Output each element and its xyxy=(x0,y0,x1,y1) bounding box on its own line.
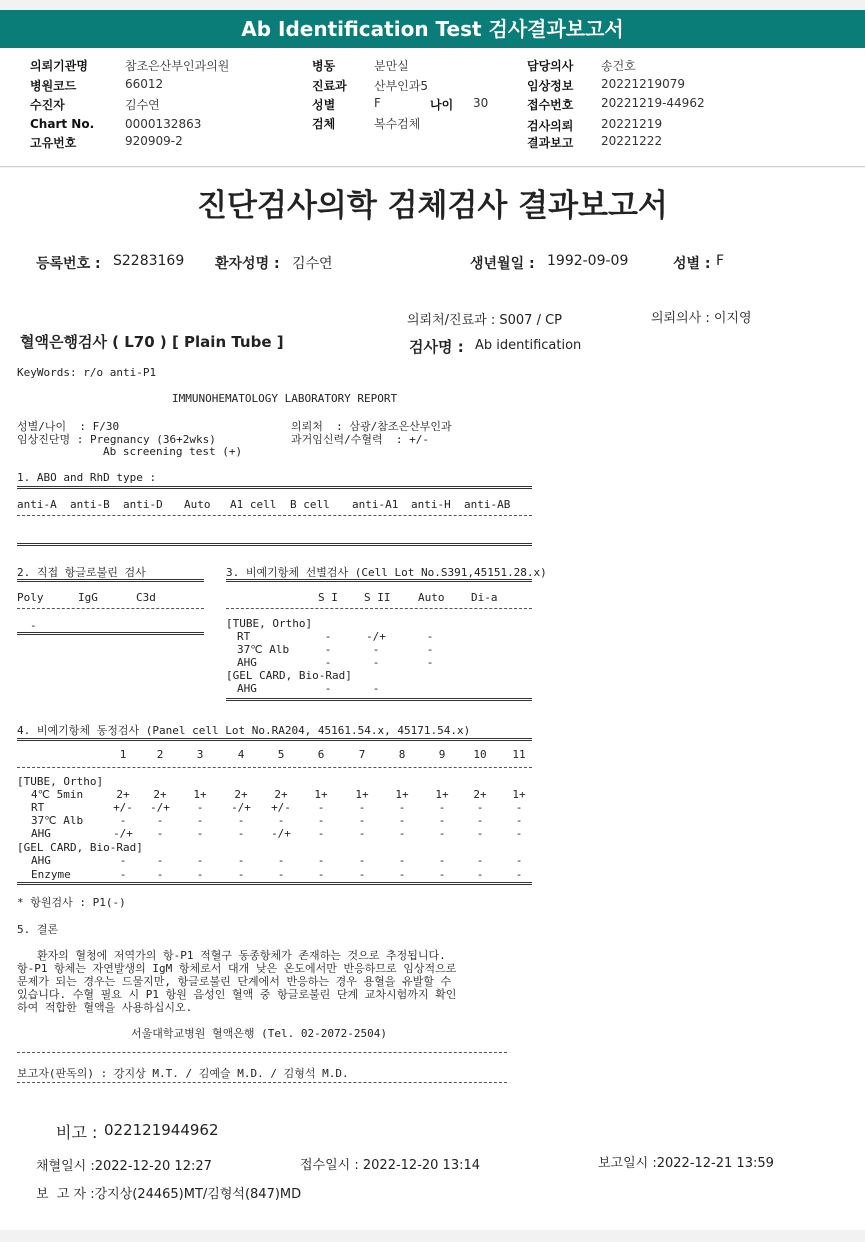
panel-header-cell: 3 xyxy=(196,748,204,761)
section-4-title: 4. 비예기항체 동정검사 (Panel cell Lot No.RA204, 45161.54.x, 45171.54.x) xyxy=(17,724,471,737)
dat-header: IgG xyxy=(78,591,98,604)
info-label: 성별 xyxy=(312,98,336,112)
panel-cell: - xyxy=(119,814,127,827)
report-time: 보고일시 :2022-12-21 13:59 xyxy=(598,1156,774,1171)
panel-cell: -/+ xyxy=(113,827,133,840)
panel-cell: - xyxy=(237,868,245,881)
panel-header-cell: 4 xyxy=(237,748,245,761)
panel-header-cell: 11 xyxy=(512,748,526,761)
collect-time: 채혈일시 :2022-12-20 12:27 xyxy=(36,1159,212,1174)
panel-cell: - xyxy=(317,827,325,840)
panel-cell: - xyxy=(476,868,484,881)
panel-cell: - xyxy=(277,814,285,827)
panel-cell: - xyxy=(156,827,164,840)
test-name-label: 검사명 : xyxy=(409,338,464,356)
lab-report-title: IMMUNOHEMATOLOGY LABORATORY REPORT xyxy=(172,392,398,405)
test-group: 혈액은행검사 ( L70 ) [ Plain Tube ] xyxy=(20,333,284,351)
panel-cell: - xyxy=(398,868,406,881)
info-label: 병원코드 xyxy=(30,79,77,93)
screen-row-label: RT xyxy=(237,630,251,643)
panel-cell: 2+ xyxy=(116,788,130,801)
abo-header: anti-B xyxy=(70,498,110,511)
test-name-value: Ab identification xyxy=(475,338,582,353)
info-value: F xyxy=(374,96,381,110)
info-value: 66012 xyxy=(125,77,164,91)
screen-header: S I xyxy=(318,591,338,604)
panel-row-label: 37℃ Alb xyxy=(31,814,84,827)
panel-cell: - xyxy=(237,854,245,867)
abo-header: A1 cell xyxy=(230,498,277,511)
panel-cell: - xyxy=(438,814,446,827)
panel-cell: - xyxy=(237,827,245,840)
reg-label: 등록번호 : xyxy=(36,256,101,272)
info-value: 김수연 xyxy=(125,98,160,112)
doctor-text: 의뢰의사 : 이지영 xyxy=(651,311,752,326)
abo-header: anti-A xyxy=(17,498,57,511)
remark-label: 비고 : xyxy=(56,1123,98,1142)
panel-cell: 2+ xyxy=(274,788,288,801)
patient-info-panel xyxy=(0,48,865,167)
panel-tube-label: [TUBE, Ortho] xyxy=(17,775,104,788)
info-label: 병동 xyxy=(312,59,336,73)
panel-cell: - xyxy=(398,814,406,827)
panel-header-cell: 8 xyxy=(398,748,406,761)
section-5-title: 5. 결론 xyxy=(17,923,59,936)
abo-header: anti-H xyxy=(411,498,451,511)
panel-header-cell: 2 xyxy=(156,748,164,761)
panel-cell: - xyxy=(438,854,446,867)
panel-cell: -/+ xyxy=(231,801,251,814)
panel-cell: - xyxy=(196,868,204,881)
info-label: 결과보고 xyxy=(527,136,574,150)
receive-time: 접수일시 : 2022-12-20 13:14 xyxy=(300,1158,481,1173)
panel-cell: 1+ xyxy=(314,788,328,801)
abo-header: anti-D xyxy=(123,498,163,511)
screen-cell: - xyxy=(426,630,434,643)
info-label: 담당의사 xyxy=(527,59,574,73)
screen-cell: - xyxy=(324,630,332,643)
panel-cell: - xyxy=(476,827,484,840)
footer-reporter: 보 고 자 :강지상(24465)MT/김형석(847)MD xyxy=(36,1187,302,1202)
panel-cell: - xyxy=(476,854,484,867)
panel-header-cell: 10 xyxy=(473,748,487,761)
dob-label: 생년월일 : xyxy=(470,256,535,272)
panel-cell: - xyxy=(515,827,523,840)
name-label: 환자성명 : xyxy=(215,256,280,272)
panel-cell: - xyxy=(358,814,366,827)
panel-cell: 1+ xyxy=(395,788,409,801)
keywords: KeyWords: r/o anti-P1 xyxy=(17,366,157,379)
info-label: 검사의뢰 xyxy=(527,119,574,133)
panel-cell: - xyxy=(515,801,523,814)
screen-row-label: 37℃ Alb xyxy=(237,643,290,656)
conclusion-line: 항-P1 항체는 자연발생의 IgM 항체로서 대개 낮은 온도에서만 반응하므로 임상적으로 xyxy=(17,962,457,975)
abo-header: anti-AB xyxy=(464,498,511,511)
panel-cell: - xyxy=(438,827,446,840)
abo-header: anti-A1 xyxy=(352,498,399,511)
info-value: 복수검체 xyxy=(374,117,421,131)
panel-cell: +/- xyxy=(113,801,133,814)
panel-cell: - xyxy=(277,868,285,881)
info-value: 20221219079 xyxy=(601,77,685,91)
info-value: 0000132863 xyxy=(125,117,202,131)
screen-cell: -/+ xyxy=(366,630,386,643)
section-3-title: 3. 비예기항체 선별검사 (Cell Lot No.S391,45151.28.x) xyxy=(226,566,547,579)
panel-gel-label: [GEL CARD, Bio-Rad] xyxy=(17,841,143,854)
conclusion-line: 환자의 혈청에 저역가의 항-P1 적혈구 동종항체가 존재하는 것으로 추정됩니다. xyxy=(17,949,446,962)
info-value: 분만실 xyxy=(374,59,409,73)
panel-cell: - xyxy=(317,814,325,827)
history-line: 과거임신력/수혈력 : +/- xyxy=(291,433,429,446)
screen-gel-label: [GEL CARD, Bio-Rad] xyxy=(226,669,352,682)
remark-value: 022121944962 xyxy=(104,1121,219,1139)
diag-line: 임상진단명 : Pregnancy (36+2wks) xyxy=(17,433,216,446)
dat-value: - xyxy=(30,619,37,632)
panel-cell: - xyxy=(398,827,406,840)
panel-header-cell: 6 xyxy=(317,748,325,761)
panel-header-cell: 9 xyxy=(438,748,446,761)
section-1-title: 1. ABO and RhD type : xyxy=(17,471,157,484)
panel-row-label: RT xyxy=(31,801,45,814)
info-value: 산부인과5 xyxy=(374,79,429,93)
report-document xyxy=(0,168,865,1230)
panel-cell: - xyxy=(317,801,325,814)
panel-cell: 2+ xyxy=(153,788,167,801)
panel-cell: - xyxy=(358,801,366,814)
panel-cell: 2+ xyxy=(234,788,248,801)
conclusion-line: 문제가 되는 경우는 드물지만, 항글로불린 단계에서 반응하는 경우 용혈을 유발할 수 xyxy=(17,975,452,988)
panel-row-label: 4℃ 5min xyxy=(31,788,84,801)
dat-header: Poly xyxy=(17,591,44,604)
panel-cell: - xyxy=(515,854,523,867)
institution-line: 서울대학교병원 혈액은행 (Tel. 02-2072-2504) xyxy=(131,1027,387,1040)
sexage-line: 성별/나이 : F/30 xyxy=(17,420,120,433)
lab-reporter-line: 보고자(판독의) : 강지상 M.T. / 김예슬 M.D. / 김형석 M.D. xyxy=(17,1067,349,1080)
panel-cell: - xyxy=(515,868,523,881)
panel-cell: - xyxy=(438,868,446,881)
panel-cell: - xyxy=(515,814,523,827)
panel-cell: - xyxy=(196,801,204,814)
panel-cell: - xyxy=(398,854,406,867)
info-value: 참조은산부인과의원 xyxy=(125,59,230,73)
panel-cell: - xyxy=(196,827,204,840)
panel-cell: - xyxy=(277,854,285,867)
dob-value: 1992-09-09 xyxy=(547,253,629,269)
panel-cell: -/+ xyxy=(271,827,291,840)
screen-tube-label: [TUBE, Ortho] xyxy=(226,617,313,630)
screen-row-label: AHG xyxy=(237,656,257,669)
panel-cell: - xyxy=(358,868,366,881)
info-value: 30 xyxy=(473,96,489,110)
screen-cell: - xyxy=(426,643,434,656)
panel-header-cell: 1 xyxy=(119,748,127,761)
info-label: 의뢰기관명 xyxy=(30,59,88,73)
report-title: 진단검사의학 검체검사 결과보고서 xyxy=(197,188,668,224)
info-label: Chart No. xyxy=(30,117,95,131)
info-label: 검체 xyxy=(312,117,336,131)
info-value: 20221222 xyxy=(601,134,663,148)
panel-cell: - xyxy=(156,814,164,827)
info-label: 임상정보 xyxy=(527,79,574,93)
panel-cell: - xyxy=(196,814,204,827)
panel-header-cell: 7 xyxy=(358,748,366,761)
sex-label: 성별 : xyxy=(673,256,711,272)
panel-cell: 2+ xyxy=(473,788,487,801)
panel-cell: 1+ xyxy=(435,788,449,801)
panel-cell: - xyxy=(398,801,406,814)
reg-value: S2283169 xyxy=(113,253,185,269)
info-label: 진료과 xyxy=(312,79,347,93)
panel-cell: - xyxy=(237,814,245,827)
antigen-line: * 항원검사 : P1(-) xyxy=(17,896,126,909)
panel-cell: - xyxy=(476,801,484,814)
screen-cell: - xyxy=(372,643,380,656)
panel-cell: +/- xyxy=(271,801,291,814)
info-value: 20221219 xyxy=(601,117,663,131)
name-value: 김수연 xyxy=(292,256,333,272)
screen-header: Auto xyxy=(418,591,445,604)
conclusion-line: 있습니다. 수혈 필요 시 P1 항원 음성인 혈액 중 항글로불린 단계 교차시험까지 확인 xyxy=(17,988,457,1001)
screen-header: S II xyxy=(364,591,391,604)
info-value: 송건호 xyxy=(601,59,636,73)
panel-row-label: AHG xyxy=(31,854,51,867)
screen-row-label: AHG xyxy=(237,682,257,695)
info-label: 고유번호 xyxy=(30,136,77,150)
panel-cell: 1+ xyxy=(355,788,369,801)
sex-value: F xyxy=(716,253,725,269)
panel-cell: - xyxy=(317,868,325,881)
panel-cell: 1+ xyxy=(193,788,207,801)
screen-cell: - xyxy=(372,656,380,669)
panel-cell: - xyxy=(196,854,204,867)
info-label: 수진자 xyxy=(30,98,65,112)
screen-cell: - xyxy=(324,643,332,656)
abo-header: Auto xyxy=(184,498,211,511)
panel-cell: - xyxy=(358,854,366,867)
conclusion-line: 하여 적합한 혈액을 사용하십시오. xyxy=(17,1001,193,1014)
screen-cell: - xyxy=(426,656,434,669)
panel-header-cell: 5 xyxy=(277,748,285,761)
panel-row-label: Enzyme xyxy=(31,868,71,881)
panel-cell: -/+ xyxy=(150,801,170,814)
panel-cell: - xyxy=(438,801,446,814)
screen-cell: - xyxy=(324,682,332,695)
info-label: 접수번호 xyxy=(527,98,574,112)
panel-cell: - xyxy=(119,854,127,867)
panel-cell: - xyxy=(476,814,484,827)
dept-text: 의뢰처/진료과 : S007 / CP xyxy=(407,313,562,328)
panel-row-label: AHG xyxy=(31,827,51,840)
abo-header: B cell xyxy=(290,498,330,511)
screen-cell: - xyxy=(324,656,332,669)
panel-cell: - xyxy=(156,854,164,867)
header-title: Ab Identification Test 검사결과보고서 xyxy=(241,17,624,41)
referral-line: 의뢰처 : 삼광/참조은산부인과 xyxy=(291,420,452,433)
diag-line2: Ab screening test (+) xyxy=(103,445,243,458)
panel-cell: - xyxy=(156,868,164,881)
info-value: 20221219-44962 xyxy=(601,96,705,110)
panel-cell: - xyxy=(119,868,127,881)
screen-header: Di-a xyxy=(471,591,498,604)
screen-cell: - xyxy=(372,682,380,695)
info-value: 920909-2 xyxy=(125,134,183,148)
panel-cell: - xyxy=(358,827,366,840)
section-2-title: 2. 직접 항글로불린 검사 xyxy=(17,566,146,579)
panel-cell: - xyxy=(317,854,325,867)
panel-cell: 1+ xyxy=(512,788,526,801)
info-label: 나이 xyxy=(430,98,454,112)
dat-header: C3d xyxy=(136,591,156,604)
